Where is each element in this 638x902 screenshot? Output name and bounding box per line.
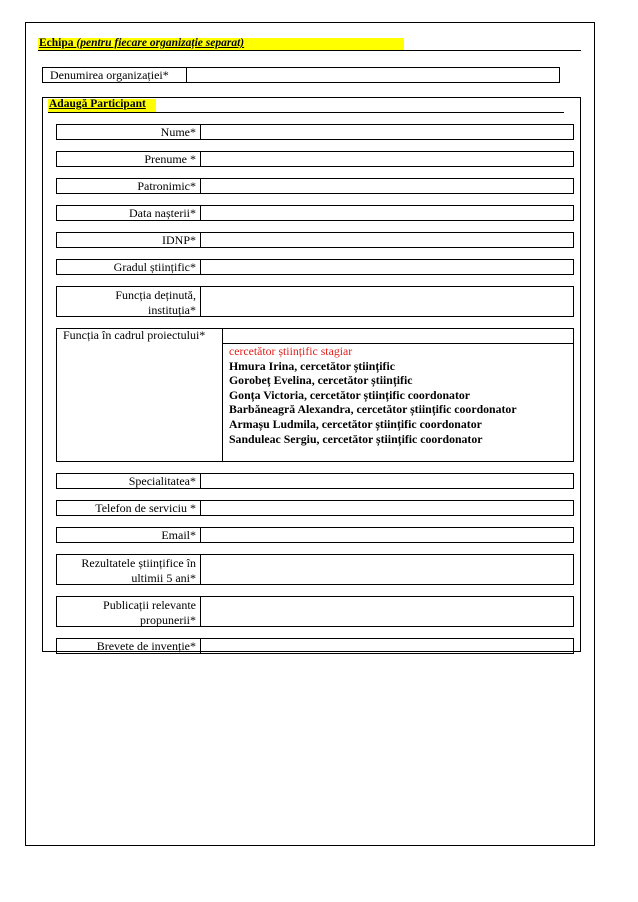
organization-input[interactable] (187, 68, 559, 82)
results-input[interactable] (201, 555, 573, 584)
name-label: Nume* (57, 125, 201, 139)
team-header (38, 38, 581, 51)
publications-input[interactable] (201, 597, 573, 626)
member-item-4: Barbăneagră Alexandra, cercetător științific coordonator (229, 402, 517, 417)
specialty-row (56, 473, 574, 489)
patronymic-label: Patronimic* (57, 179, 201, 193)
patronymic-input[interactable] (201, 179, 573, 193)
idnp-label: IDNP* (57, 233, 201, 247)
surname-row (56, 151, 574, 167)
organization-label: Denumirea organizației* (43, 68, 187, 82)
project-role-values[interactable] (223, 329, 573, 461)
phone-label: Telefon de serviciu * (57, 501, 201, 515)
section-title (48, 99, 564, 113)
results-row (56, 554, 574, 585)
project-role-list (229, 344, 517, 446)
patents-label: Brevete de invenție* (57, 639, 201, 653)
phone-input[interactable] (201, 501, 573, 515)
publications-label-line2: propunerii* (140, 613, 196, 627)
specialty-label: Specialitatea* (57, 474, 201, 488)
member-item-5: Armașu Ludmila, cercetător științific coordonator (229, 416, 482, 431)
birth-date-row (56, 205, 574, 221)
patronymic-row (56, 178, 574, 194)
results-label (57, 555, 201, 584)
surname-label: Prenume * (57, 152, 201, 166)
patents-input[interactable] (201, 639, 573, 653)
member-item-2: Gorobeț Evelina, cercetător științific (229, 373, 413, 388)
publications-label-line1: Publicații relevante (103, 598, 196, 612)
name-input[interactable] (201, 125, 573, 139)
header-title (39, 37, 244, 49)
position-label-line2: instituția* (148, 303, 196, 317)
idnp-input[interactable] (201, 233, 573, 247)
idnp-row (56, 232, 574, 248)
header-subtitle: (pentru fiecare organizație separat) (76, 37, 245, 49)
birth-date-input[interactable] (201, 206, 573, 220)
email-input[interactable] (201, 528, 573, 542)
degree-input[interactable] (201, 260, 573, 274)
patents-row (56, 638, 574, 654)
member-item-3: Gonța Victoria, cercetător științific coordonator (229, 387, 471, 402)
role-option-first: cercetător științific stagiar (229, 344, 353, 358)
email-row (56, 527, 574, 543)
degree-row (56, 259, 574, 275)
name-row (56, 124, 574, 140)
project-role-label: Funcția în cadrul proiectului* (57, 329, 223, 461)
project-role-row (56, 328, 574, 462)
email-label: Email* (57, 528, 201, 542)
specialty-input[interactable] (201, 474, 573, 488)
phone-row (56, 500, 574, 516)
header-title-text: Echipa (39, 37, 74, 49)
surname-input[interactable] (201, 152, 573, 166)
member-item-6: Sanduleac Sergiu, cercetător științific coordonator (229, 431, 483, 446)
position-label (57, 287, 201, 316)
publications-row (56, 596, 574, 627)
section-title-text: Adaugă Participant (49, 98, 146, 110)
results-label-line2: ultimii 5 ani* (131, 571, 196, 585)
position-label-line1: Funcția deținută, (115, 288, 196, 302)
degree-label: Gradul științific* (57, 260, 201, 274)
position-row (56, 286, 574, 317)
member-item-1: Hmura Irina, cercetător științific (229, 358, 395, 373)
birth-date-label: Data nașterii* (57, 206, 201, 220)
organization-row (42, 67, 560, 83)
results-label-line1: Rezultatele științifice în (81, 556, 196, 570)
publications-label (57, 597, 201, 626)
position-input[interactable] (201, 287, 573, 316)
